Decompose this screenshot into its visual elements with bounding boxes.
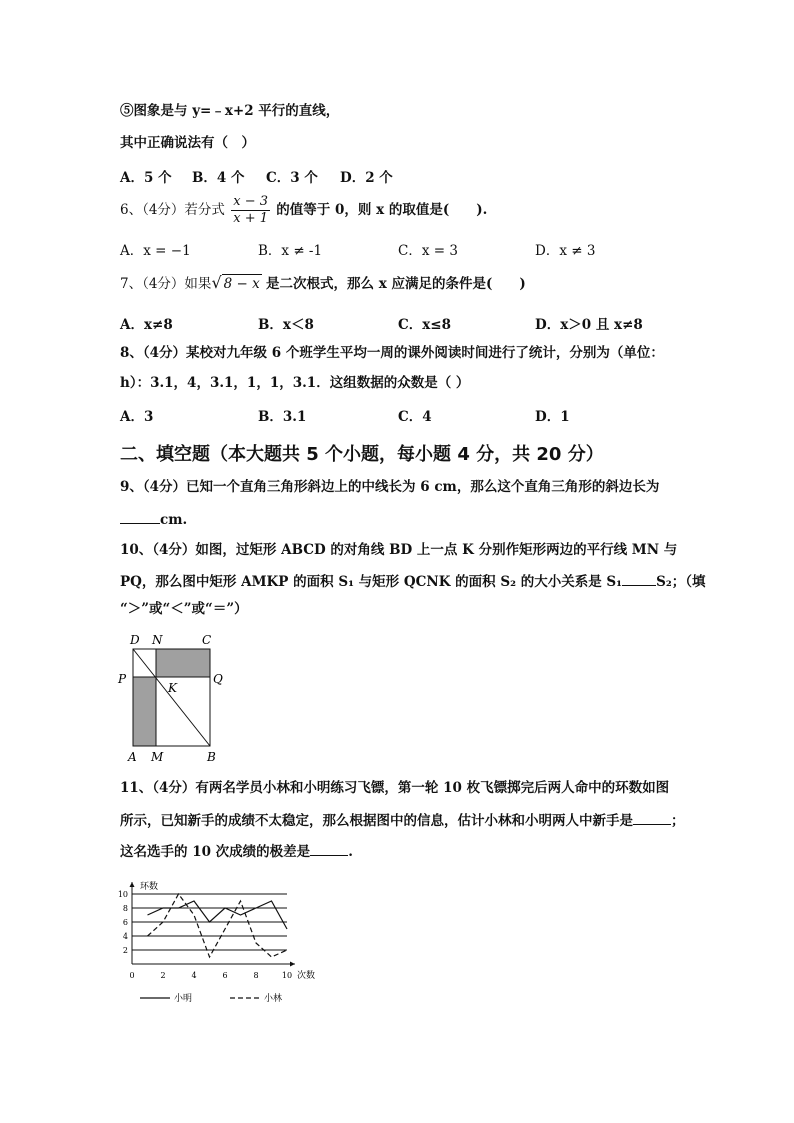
q7-prefix: 7、（4分）如果 (120, 276, 212, 292)
q11-answer-blank-2[interactable] (310, 841, 348, 856)
y-axis-label: 环数 (140, 882, 159, 892)
x-tick-label-4: 4 (191, 971, 197, 980)
rect-amkp-shaded (133, 677, 156, 746)
q7-radicand: 8 − x (223, 276, 260, 292)
q5-options (120, 166, 680, 184)
radical-sign-icon: √ (211, 273, 222, 292)
x-tick-label-2: 2 (160, 971, 166, 980)
label-k: K (168, 681, 177, 695)
x-tick-label-0: 0 (129, 971, 135, 980)
q9-line1: 9、（4分）已知一个直角三角形斜边上的中线长为 6 cm，那么这个直角三角形的斜边长为 (120, 479, 660, 495)
q8-option-b: B．3.1 (258, 409, 307, 425)
y-tick-label-6: 6 (122, 918, 128, 927)
q6-option-b: B．x ≠ -1 (258, 243, 323, 259)
q9-answer-blank[interactable] (120, 509, 160, 524)
q9-line2 (120, 509, 187, 529)
q8-line2: h）：3.1，4，3.1，1，1，3.1．这组数据的众数是（ ） (120, 375, 470, 391)
legend-label-xiaoming: 小明 (174, 994, 193, 1004)
q7-stem (120, 274, 526, 293)
q5-option-a: A．5 个 (120, 170, 172, 186)
label-n: N (152, 633, 163, 647)
q5-item5: ⑤图象是与 y=﹣x+2 平行的直线， (120, 103, 340, 119)
q11-line3-tail: . (348, 844, 353, 860)
q5-option-c: C．3 个 (266, 170, 318, 186)
q11-line3 (120, 841, 353, 861)
q6-suffix: 的值等于 0，则 x 的取值是( ). (276, 202, 488, 218)
legend-label-xiaolin: 小林 (264, 994, 283, 1004)
q6-option-a: A．x = −1 (120, 243, 191, 259)
q7-options (120, 313, 680, 331)
q11-line2-text: 所示，已知新手的成绩不太稳定，那么根据图中的信息，估计小林和小明两人中新手是 (120, 813, 633, 829)
q10-line1: 10、（4分）如图，过矩形 ABCD 的对角线 BD 上一点 K 分别作矩形两边的平行线 MN 与 (120, 542, 678, 558)
rect-qcnk-shaded (156, 649, 210, 677)
q5-option-d: D．2 个 (340, 170, 393, 186)
label-a: A (128, 750, 137, 764)
q6-options (120, 239, 680, 257)
label-p: P (118, 672, 127, 686)
y-tick-label-4: 4 (122, 932, 128, 941)
section2-title: 二、填空题（本大题共 5 个小题，每小题 4 分，共 20 分） (120, 444, 604, 465)
x-axis-label: 次数 (297, 971, 316, 981)
series-line-xiaoming (148, 901, 288, 929)
label-m: M (151, 750, 164, 764)
q6-stem (120, 192, 487, 228)
q11-line2 (120, 810, 685, 830)
q6-prefix: 6、（4分）若分式 (120, 202, 225, 218)
q11-line1: 11、（4分）有两名学员小林和小明练习飞镖，第一轮 10 枚飞镖掷完后两人命中的环数如图 (120, 780, 670, 796)
q6-option-d: D．x ≠ 3 (535, 243, 596, 259)
q11-line2-tail: ； (671, 813, 685, 829)
q10-line3: “＞”或“＜”或“＝”） (120, 601, 248, 617)
x-tick-label-10: 10 (281, 971, 293, 980)
q7-option-d: D．x＞0 且 x≠8 (535, 317, 643, 333)
q10-line2-tail: S₂；（填 (656, 574, 706, 590)
x-axis-arrow-icon (290, 962, 295, 967)
q8-option-c: C．4 (398, 409, 432, 425)
q10-line2 (120, 571, 706, 591)
label-b: B (207, 750, 216, 764)
q7-suffix: 是二次根式，那么 x 应满足的条件是( ) (266, 276, 526, 292)
q8-option-d: D．1 (535, 409, 570, 425)
q6-option-c: C．x = 3 (398, 243, 458, 259)
q5-option-b: B．4 个 (192, 170, 245, 186)
x-tick-label-6: 6 (222, 971, 228, 980)
q8-line1: 8、（4分）某校对九年级 6 个班学生平均一周的课外阅读时间进行了统计，分别为（单位： (120, 345, 664, 361)
label-c: C (202, 633, 212, 647)
q5-question: 其中正确说法有（ ） (120, 135, 255, 151)
q6-denominator: x + 1 (233, 211, 268, 226)
y-tick-label-2: 2 (122, 946, 128, 955)
dart-score-chart (110, 868, 350, 1018)
q7-option-a: A．x≠8 (120, 317, 173, 333)
q6-fraction (231, 194, 270, 227)
q6-numerator: x − 3 (233, 194, 268, 209)
q8-option-a: A．3 (120, 409, 154, 425)
label-q: Q (213, 672, 223, 686)
q11-line3-text: 这名选手的 10 次成绩的极差是 (120, 844, 311, 860)
q7-option-b: B．x＜8 (258, 317, 314, 333)
q10-answer-blank[interactable] (622, 571, 656, 586)
label-d: D (130, 633, 140, 647)
q11-answer-blank-1[interactable] (633, 810, 671, 825)
y-tick-label-10: 10 (117, 890, 128, 899)
rectangle-figure (112, 628, 232, 768)
q8-options (120, 405, 680, 423)
q7-option-c: C．x≤8 (398, 317, 451, 333)
q10-line2-text: PQ，那么图中矩形 AMKP 的面积 S₁ 与矩形 QCNK 的面积 S₂ 的大小关系是 S₁ (120, 574, 623, 590)
y-tick-label-8: 8 (122, 904, 128, 913)
y-axis-arrow-icon (130, 882, 135, 887)
x-tick-label-8: 8 (253, 971, 259, 980)
q9-unit: cm. (160, 512, 188, 528)
